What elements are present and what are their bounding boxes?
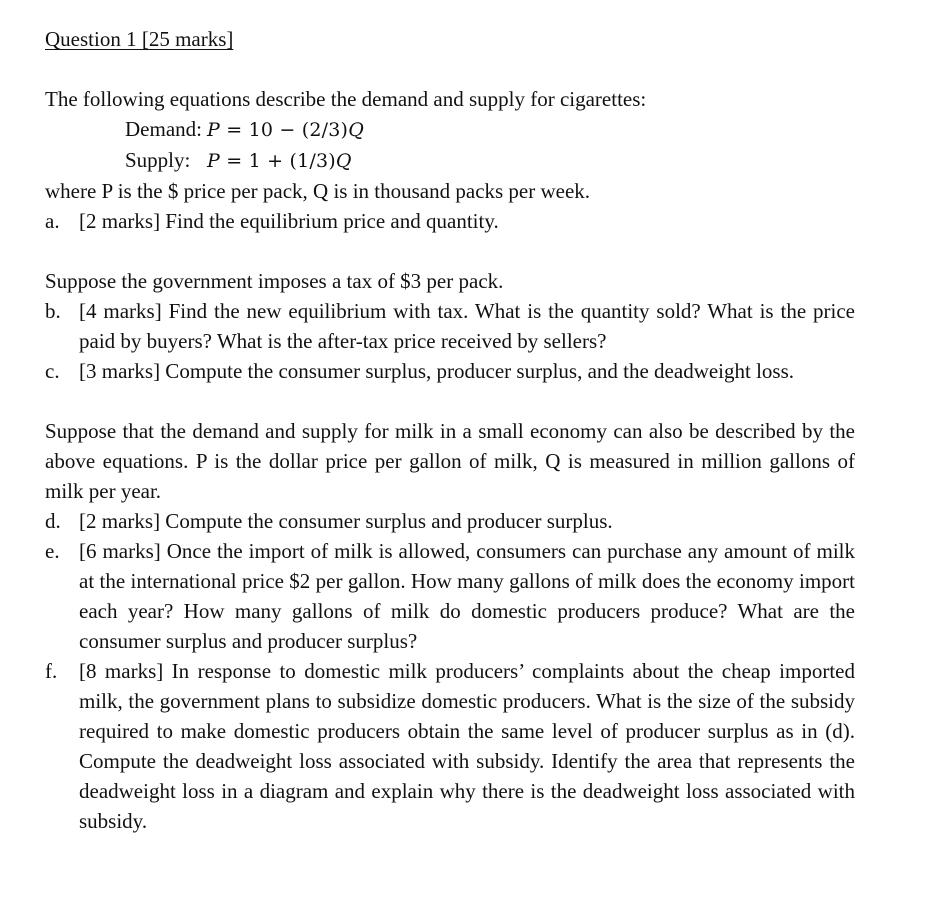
item-marker: c. (45, 359, 60, 383)
supply-formula (207, 150, 352, 172)
supply-equation (45, 145, 855, 176)
demand-price-symbol: P (207, 119, 220, 141)
item-marker: b. (45, 299, 61, 323)
demand-label: Demand: (125, 117, 202, 141)
spacer (45, 386, 855, 416)
tax-paragraph: Suppose the government imposes a tax of $3 per pack. (45, 269, 504, 293)
item-marker: d. (45, 509, 61, 533)
spacer (45, 236, 855, 266)
item-text: [2 marks] Find the equilibrium price and quantity. (79, 209, 499, 233)
question-item-a (45, 206, 855, 236)
question-document (45, 24, 855, 836)
supply-label: Supply: (125, 148, 191, 172)
supply-quantity-symbol: Q (335, 150, 352, 172)
item-text: [4 marks] Find the new equilibrium with tax. What is the quantity sold? What is the price paid by buyers? What is the after-tax price received by sellers? (79, 299, 855, 353)
item-marker: f. (45, 659, 58, 683)
question-heading: Question 1 [25 marks] (45, 27, 234, 51)
item-marker: a. (45, 209, 60, 233)
item-text: [2 marks] Compute the consumer surplus and producer surplus. (79, 509, 613, 533)
milk-paragraph: Suppose that the demand and supply for milk in a small economy can also be described by the above equations. P is the dollar price per gallon of milk, Q is measured in million gallons of milk per year. (45, 419, 855, 503)
item-text: [3 marks] Compute the consumer surplus, producer surplus, and the deadweight loss. (79, 359, 795, 383)
where-paragraph: where P is the $ price per pack, Q is in thousand packs per week. (45, 179, 591, 203)
item-text: [8 marks] In response to domestic milk producers’ complaints about the cheap imported milk, the government plans to subsidize domestic producers. What is the size of the subsidy required to make domestic producers obtain the same level of producer surplus as in (d). Compute the deadweight loss associated with subsidy. Identify the area that represents the deadweight loss in a diagram and explain why there is the deadweight loss associated with subsidy. (79, 659, 855, 833)
item-marker: e. (45, 539, 60, 563)
item-text: [6 marks] Once the import of milk is allowed, consumers can purchase any amount of milk at the international price $2 per gallon. How many gallons of milk does the economy import each year? How many gallons of milk do domestic producers produce? What are the consumer surplus and producer surplus? (79, 539, 855, 653)
question-item-c (45, 356, 855, 386)
demand-equation (45, 114, 855, 145)
demand-formula (207, 119, 364, 141)
question-item-e (45, 536, 855, 656)
question-item-f (45, 656, 855, 836)
question-item-d (45, 506, 855, 536)
question-item-b (45, 296, 855, 356)
demand-expression: = 10 − (2/3) (226, 119, 349, 141)
supply-expression: = 1 + (1/3) (226, 150, 336, 172)
intro-paragraph: The following equations describe the demand and supply for cigarettes: (45, 87, 647, 111)
demand-quantity-symbol: Q (348, 119, 364, 141)
supply-price-symbol: P (207, 150, 220, 172)
